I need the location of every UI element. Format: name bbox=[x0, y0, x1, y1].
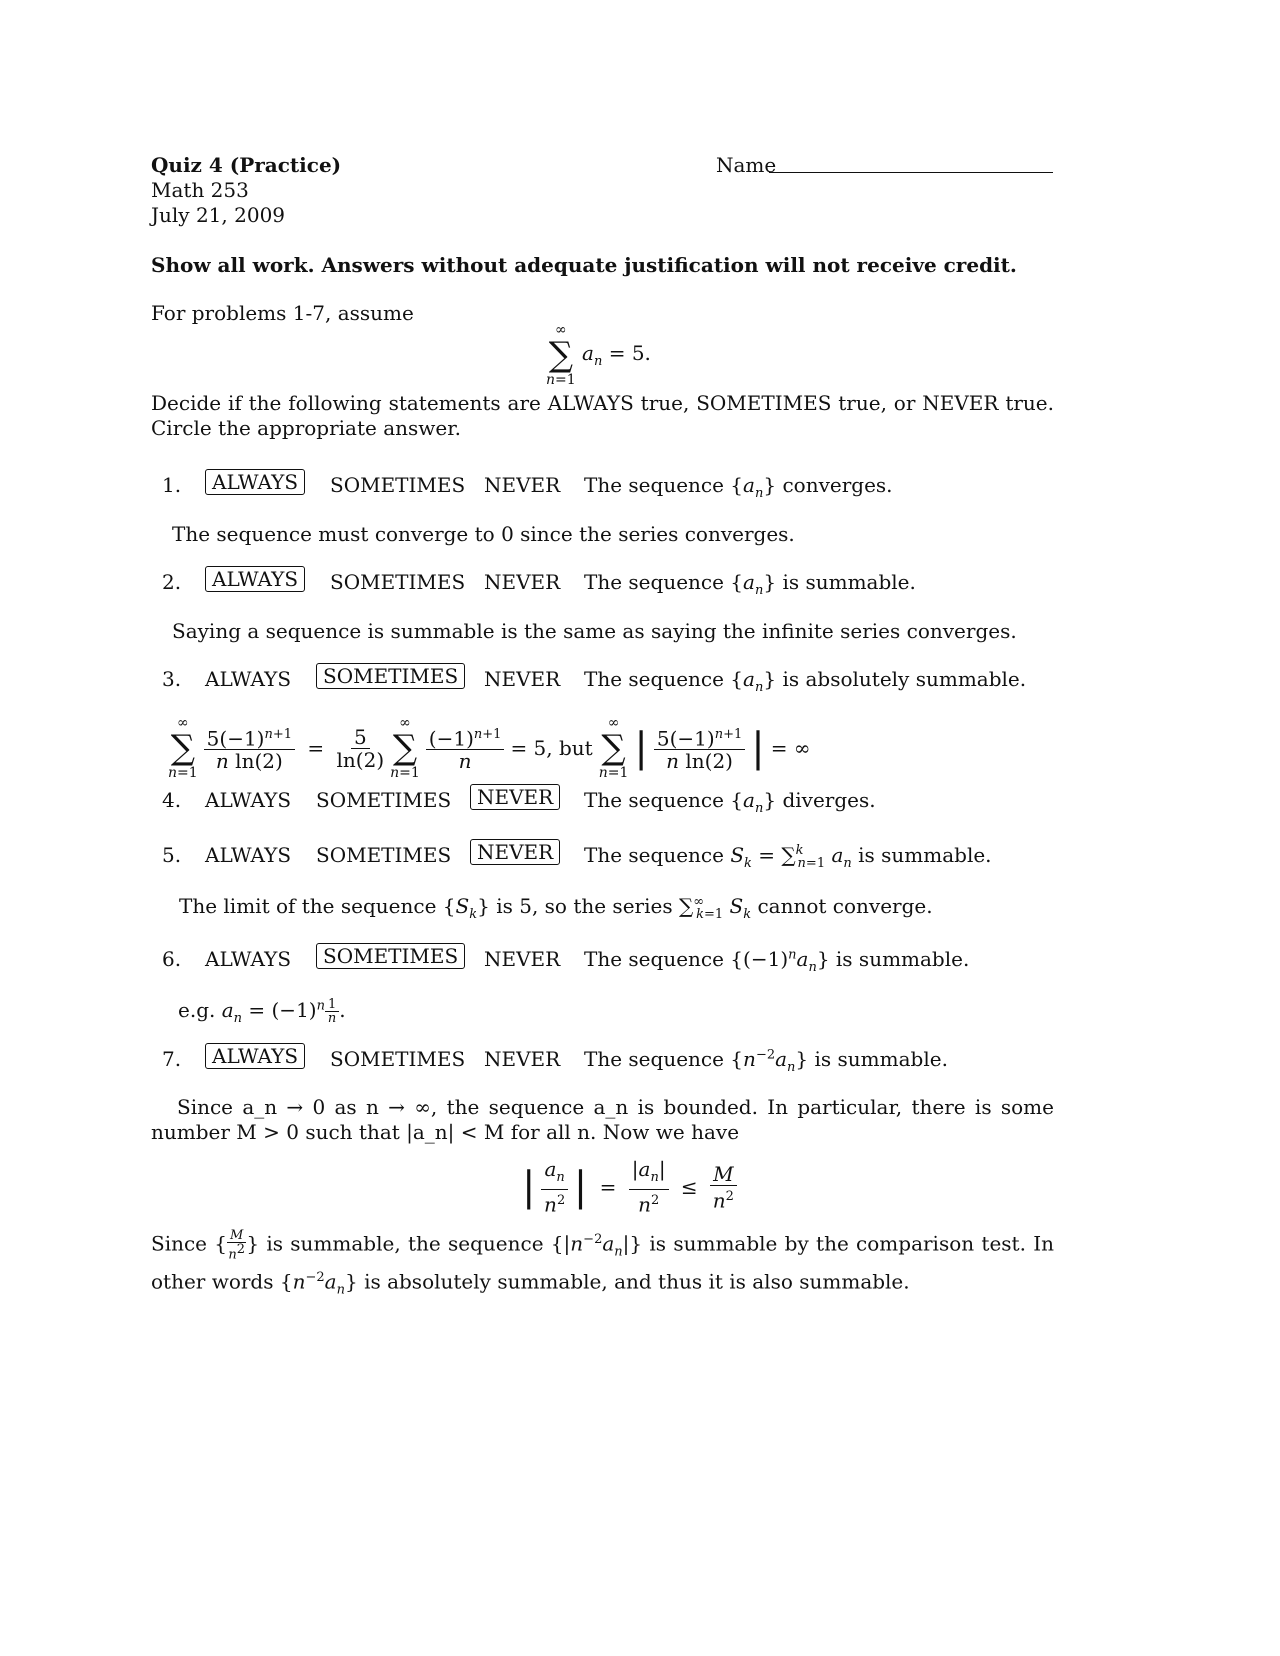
problem-2-explanation: Saying a sequence is summable is the same as saying the infinite series converges. bbox=[172, 619, 1017, 643]
problem-3-sometimes[interactable]: SOMETIMES bbox=[316, 664, 465, 688]
problem-5-never[interactable]: NEVER bbox=[470, 840, 560, 864]
problem-1-number: 1. bbox=[162, 473, 182, 497]
problem-7-never[interactable]: NEVER bbox=[484, 1047, 561, 1071]
problem-4-number: 4. bbox=[162, 788, 182, 812]
problem-5-always[interactable]: ALWAYS bbox=[205, 843, 292, 867]
problem-7-number: 7. bbox=[162, 1047, 182, 1071]
problem-7-sometimes[interactable]: SOMETIMES bbox=[330, 1047, 466, 1071]
problem-2-statement: The sequence $\{a_n\}$ is summable. bbox=[584, 570, 916, 598]
problem-4-always[interactable]: ALWAYS bbox=[205, 788, 292, 812]
problem-5-explanation: The limit of the sequence $\{S_k\}$ is 5, so the series $\sum^\infty_{k=1}$ $S_k$ cannot converge. bbox=[179, 894, 933, 922]
problem-7-statement: The sequence $\{n^{-2}a_n\}$ is summable. bbox=[584, 1047, 948, 1075]
name-field-line bbox=[769, 172, 1053, 173]
problem-1-never[interactable]: NEVER bbox=[484, 473, 561, 497]
intro-lead: For problems 1-7, assume bbox=[151, 301, 414, 325]
problem-4-sometimes[interactable]: SOMETIMES bbox=[316, 788, 452, 812]
problem-3-number: 3. bbox=[162, 667, 182, 691]
problem-6-statement: The sequence $\{(-1)^na_n\}$ is summable. bbox=[584, 947, 970, 975]
problem-5-sometimes[interactable]: SOMETIMES bbox=[316, 843, 452, 867]
problem-7-inequality: | $\frac{a_n}{n^2}$ | = $\frac{|a_n|}{n^2}$ ≤ $\frac{M}{n^2}$ bbox=[522, 1158, 737, 1216]
problem-7-proof-paragraph-2: Since { $\frac{M}{n^2}$ } is summable, the sequence $\{|n^{-2}a_n|\}$ is summable by the comparison test. In other words $\{n^{-2}a_n\}$ is absolutely summable, and thus it is also summable. bbox=[151, 1228, 1054, 1298]
problem-6-number: 6. bbox=[162, 947, 182, 971]
problem-3-mid-text: = 5, but bbox=[510, 736, 593, 760]
instructions: Show all work. Answers without adequate justification will not receive credit. bbox=[151, 253, 1017, 277]
quiz-date: July 21, 2009 bbox=[151, 203, 286, 227]
quiz-title: Quiz 4 (Practice) bbox=[151, 153, 342, 177]
problem-7-always[interactable]: ALWAYS bbox=[205, 1044, 305, 1068]
course-name: Math 253 bbox=[151, 178, 249, 202]
problem-7-proof-paragraph-1: Since a_n → 0 as n → ∞, the sequence a_n is bounded. In particular, there is some number M > 0 such that |a_n| < M for all n. Now we have bbox=[151, 1095, 1054, 1144]
problem-3-never[interactable]: NEVER bbox=[484, 667, 561, 691]
problem-2-never[interactable]: NEVER bbox=[484, 570, 561, 594]
problem-1-sometimes[interactable]: SOMETIMES bbox=[330, 473, 466, 497]
problem-5-statement: The sequence $S_k = \sum^k_{n=1}$ $a_n$ is summable. bbox=[584, 843, 992, 871]
problem-2-sometimes[interactable]: SOMETIMES bbox=[330, 570, 466, 594]
problem-6-always[interactable]: ALWAYS bbox=[205, 947, 292, 971]
problem-6-explanation: e.g. $a_n = (-1)^n$ $\frac{1}{n}$ . bbox=[178, 997, 346, 1026]
problem-3-explanation: ∞ ∑ n=1 $\frac{5(-1)^{n+1}}{\text{n ln(2)}}$ = $\frac{5}{\ln(2)}$ ∞ ∑ n=1 $\frac{(-1)^{n+1}}{n}$ = 5, but ∞ ∑ n=1 | $\frac{5(-1)^{n+1}}{\text{n ln(2)}}$ | = ∞ bbox=[168, 715, 811, 781]
problem-5-number: 5. bbox=[162, 843, 182, 867]
problem-1-always[interactable]: ALWAYS bbox=[205, 470, 305, 494]
name-label: Name bbox=[716, 153, 777, 177]
problem-3-always[interactable]: ALWAYS bbox=[205, 667, 292, 691]
assumption-equation: ∞ ∑ n=1 $a_n = 5$. bbox=[546, 322, 651, 388]
problem-3-statement: The sequence $\{a_n\}$ is absolutely summable. bbox=[584, 667, 1027, 695]
decide-paragraph: Decide if the following statements are ALWAYS true, SOMETIMES true, or NEVER true. Circle the appropriate answer. bbox=[151, 391, 1054, 440]
problem-3-end-text: = ∞ bbox=[770, 736, 811, 760]
problem-4-statement: The sequence $\{a_n\}$ diverges. bbox=[584, 788, 876, 816]
problem-2-always[interactable]: ALWAYS bbox=[205, 567, 305, 591]
problem-6-sometimes[interactable]: SOMETIMES bbox=[316, 944, 465, 968]
problem-2-number: 2. bbox=[162, 570, 182, 594]
equation-rhs: = 5. bbox=[608, 341, 651, 365]
problem-1-statement: The sequence $\{a_n\}$ converges. bbox=[584, 473, 893, 501]
problem-1-explanation: The sequence must converge to 0 since the series converges. bbox=[172, 522, 795, 546]
problem-6-never[interactable]: NEVER bbox=[484, 947, 561, 971]
problem-4-never[interactable]: NEVER bbox=[470, 785, 560, 809]
